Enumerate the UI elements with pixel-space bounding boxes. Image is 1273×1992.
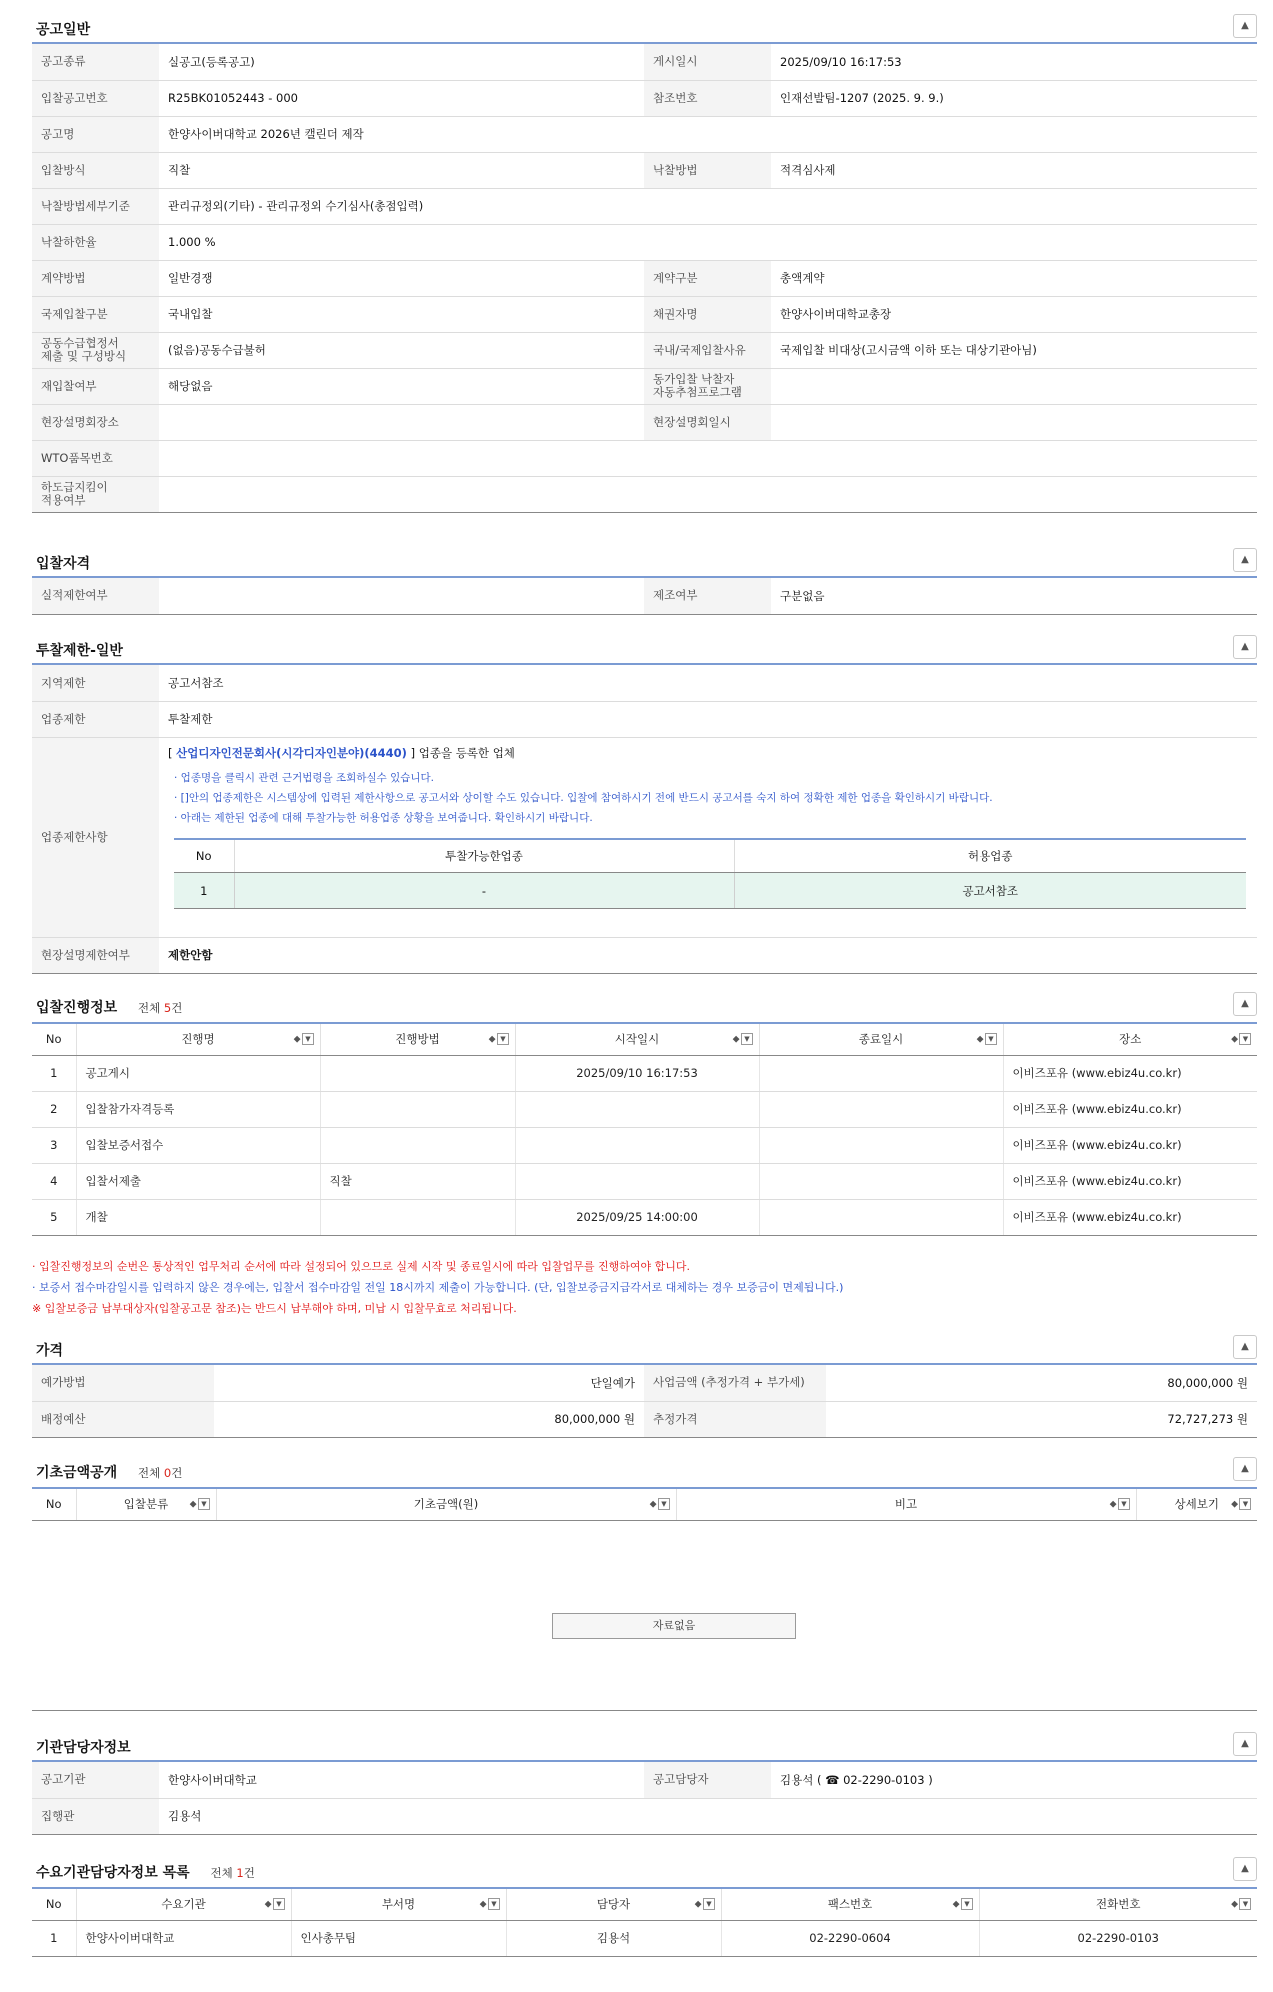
table-row: [174, 873, 1246, 909]
chevron-up-icon[interactable]: ▲: [1233, 1457, 1257, 1481]
sort-icon[interactable]: ◆ ▼: [977, 1033, 997, 1045]
table-row: [32, 578, 1257, 614]
demand-section: [32, 1857, 1257, 1957]
field-label: 계약구분: [644, 260, 771, 296]
field-value: 김용석 ( ☎ 02-2290-0103 ): [771, 1762, 1257, 1798]
note-item: ※ 입찰보증금 납부대상자(입찰공고문 참조)는 반드시 납부해야 하며, 미납 시 입찰무효로 처리됩니다.: [32, 1302, 517, 1315]
table-row: [32, 368, 1257, 404]
table-row: [32, 188, 1257, 224]
table-cell: 한양사이버대학교: [76, 1920, 291, 1956]
column-header[interactable]: 담당자 ◆ ▼: [506, 1888, 721, 1920]
column-header: No: [32, 1488, 76, 1520]
table-row: [32, 476, 1257, 512]
column-header[interactable]: 부서명 ◆ ▼: [291, 1888, 506, 1920]
contact-table: [32, 1762, 1257, 1835]
table-row: [32, 1365, 1257, 1401]
column-header[interactable]: 진행명 ◆ ▼: [76, 1023, 320, 1055]
field-label: 공고기관: [32, 1762, 159, 1798]
field-label: 지역제한: [32, 665, 159, 701]
section-title: 공고일반: [36, 22, 91, 38]
section-title: 기초금액공개: [36, 1465, 118, 1481]
field-label: 낙찰방법세부기준: [32, 188, 159, 224]
table-cell: [759, 1055, 1003, 1091]
table-row: [32, 260, 1257, 296]
field-value: 해당없음: [159, 368, 644, 404]
table-cell: [320, 1091, 515, 1127]
table-row: [32, 404, 1257, 440]
table-cell: [759, 1199, 1003, 1235]
table-cell: [320, 1199, 515, 1235]
count-label: 전체 0건: [138, 1466, 183, 1480]
sort-icon[interactable]: ◆ ▼: [953, 1898, 973, 1910]
field-label: 국내/국제입찰사유: [644, 332, 771, 368]
field-label: 하도급지킴이 적용여부: [32, 476, 159, 512]
column-header[interactable]: 장소 ◆ ▼: [1003, 1023, 1257, 1055]
field-value: R25BK01052443 - 000: [159, 80, 644, 116]
table-cell: 이비즈포유 (www.ebiz4u.co.kr): [1003, 1091, 1257, 1127]
note-item: · 입찰진행정보의 순번은 통상적인 업무처리 순서에 따라 설정되어 있으므로 실제 시작 및 종료일시에 따라 입찰업무를 진행하여야 합니다.: [32, 1260, 690, 1273]
table-cell: 공고게시: [76, 1055, 320, 1091]
table-cell: 공고서참조: [734, 873, 1246, 909]
sort-icon[interactable]: ◆ ▼: [480, 1898, 500, 1910]
demand-table: [32, 1887, 1257, 1957]
progress-section: [32, 992, 1257, 1236]
field-value: [159, 578, 644, 614]
chevron-up-icon[interactable]: ▲: [1233, 14, 1257, 38]
industry-suffix: ] 업종을 등록한 업체: [410, 745, 515, 760]
table-cell: [759, 1091, 1003, 1127]
table-row: [32, 1920, 1257, 1956]
restriction-table: [32, 665, 1257, 974]
table-cell: [320, 1127, 515, 1163]
field-label: 현장설명회일시: [644, 404, 771, 440]
column-header[interactable]: 입찰분류 ◆ ▼: [76, 1488, 216, 1520]
field-value: [771, 404, 1257, 440]
field-label: 공고종류: [32, 44, 159, 80]
general-header: [32, 14, 1257, 44]
field-label: 계약방법: [32, 260, 159, 296]
table-row: [32, 80, 1257, 116]
field-label: 공고명: [32, 116, 159, 152]
table-cell: 개찰: [76, 1199, 320, 1235]
field-label: 현장설명제한여부: [32, 937, 159, 973]
column-header: 허용업종: [734, 839, 1246, 873]
table-cell: 3: [32, 1127, 76, 1163]
section-title: 입찰자격: [36, 556, 91, 572]
field-value: 80,000,000 원: [214, 1401, 644, 1437]
table-cell: 입찰참가자격등록: [76, 1091, 320, 1127]
table-cell: 직찰: [320, 1163, 515, 1199]
table-cell: 이비즈포유 (www.ebiz4u.co.kr): [1003, 1199, 1257, 1235]
chevron-up-icon[interactable]: ▲: [1233, 548, 1257, 572]
table-cell: [515, 1091, 759, 1127]
field-label: 공고담당자: [644, 1762, 771, 1798]
qualification-section: [32, 548, 1257, 615]
table-row: [32, 224, 1257, 260]
field-value: [771, 368, 1257, 404]
table-row: [32, 1127, 1257, 1163]
progress-header: [32, 992, 1257, 1022]
sort-icon[interactable]: ◆ ▼: [650, 1498, 670, 1510]
field-value: 투찰제한: [159, 701, 1257, 737]
progress-table: [32, 1022, 1257, 1236]
table-cell: 2025/09/25 14:00:00: [515, 1199, 759, 1235]
column-header[interactable]: 기초금액(원) ◆ ▼: [216, 1488, 676, 1520]
table-cell: 입찰보증서접수: [76, 1127, 320, 1163]
field-value: 72,727,273 원: [826, 1401, 1257, 1437]
table-row: [32, 440, 1257, 476]
chevron-up-icon[interactable]: ▲: [1233, 1732, 1257, 1756]
table-cell: 이비즈포유 (www.ebiz4u.co.kr): [1003, 1163, 1257, 1199]
field-value: 적격심사제: [771, 152, 1257, 188]
section-title: 가격: [36, 1343, 64, 1359]
chevron-up-icon[interactable]: ▲: [1233, 1857, 1257, 1881]
table-row: [32, 1762, 1257, 1798]
table-cell: -: [234, 873, 734, 909]
table-cell: 1: [174, 873, 234, 909]
sort-icon[interactable]: ◆ ▼: [1110, 1498, 1130, 1510]
section-title: 투찰제한-일반: [36, 643, 123, 659]
field-value: 80,000,000 원: [826, 1365, 1257, 1401]
field-label: 배정예산: [32, 1401, 214, 1437]
table-cell: 4: [32, 1163, 76, 1199]
note-item: · 업종명을 클릭시 관련 근거법령을 조회하실수 있습니다.: [174, 771, 434, 784]
column-header[interactable]: 비고 ◆ ▼: [676, 1488, 1136, 1520]
column-header[interactable]: 종료일시 ◆ ▼: [759, 1023, 1003, 1055]
sort-icon[interactable]: ◆ ▼: [1231, 1898, 1251, 1910]
field-value: 1.000 %: [159, 224, 1257, 260]
field-value: [159, 440, 1257, 476]
bracket-open: [: [168, 745, 173, 760]
general-section: [32, 14, 1257, 513]
table-row: [32, 737, 1257, 937]
field-label: 사업금액 (추정가격 + 부가세): [644, 1365, 826, 1401]
sort-icon[interactable]: ◆ ▼: [1231, 1498, 1251, 1510]
industry-restriction-detail: [159, 737, 1257, 937]
price-header: [32, 1335, 1257, 1365]
price-table: [32, 1365, 1257, 1438]
field-value: 국제입찰 비대상(고시금액 이하 또는 대상기관아님): [771, 332, 1257, 368]
column-header[interactable]: 시작일시 ◆ ▼: [515, 1023, 759, 1055]
sort-icon[interactable]: ◆ ▼: [733, 1033, 753, 1045]
sort-icon[interactable]: ◆ ▼: [489, 1033, 509, 1045]
field-label: 업종제한: [32, 701, 159, 737]
table-cell: 인사총무팀: [291, 1920, 506, 1956]
restriction-notes: [168, 768, 1248, 828]
field-label: 제조여부: [644, 578, 771, 614]
field-label: 추정가격: [644, 1401, 826, 1437]
count-label: 전체 1건: [210, 1866, 255, 1880]
no-data-box: 자료없음: [552, 1613, 796, 1639]
field-label: WTO품목번호: [32, 440, 159, 476]
industry-link[interactable]: 산업디자인전문회사(시각디자인분야)(4440): [176, 745, 407, 760]
column-header: No: [174, 839, 234, 873]
table-cell: 김용석: [506, 1920, 721, 1956]
chevron-up-icon[interactable]: ▲: [1233, 992, 1257, 1016]
chevron-up-icon[interactable]: ▲: [1233, 635, 1257, 659]
field-value: 단일예가: [214, 1365, 644, 1401]
field-value: 국내입찰: [159, 296, 644, 332]
field-value: 제한안함: [159, 937, 1257, 973]
sort-icon[interactable]: ◆ ▼: [695, 1898, 715, 1910]
base-price-header: [32, 1457, 1257, 1487]
table-row: [32, 701, 1257, 737]
section-title: 기관담당자정보: [36, 1740, 131, 1756]
chevron-up-icon[interactable]: ▲: [1233, 1335, 1257, 1359]
count-label: 전체 5건: [138, 1001, 183, 1015]
table-row: [32, 152, 1257, 188]
restriction-section: [32, 635, 1257, 974]
table-row: [32, 1798, 1257, 1834]
table-cell: 1: [32, 1055, 76, 1091]
field-value: 직찰: [159, 152, 644, 188]
note-item: · 보증서 접수마감일시를 입력하지 않은 경우에는, 입찰서 접수마감일 전일 18시까지 제출이 가능합니다. (단, 입찰보증금지급각서로 대체하는 경우 보증금이 면제됩니다.): [32, 1281, 844, 1294]
column-header: No: [32, 1888, 76, 1920]
table-cell: 이비즈포유 (www.ebiz4u.co.kr): [1003, 1127, 1257, 1163]
contact-header: [32, 1732, 1257, 1762]
column-header[interactable]: 팩스번호 ◆ ▼: [721, 1888, 979, 1920]
field-label: 업종제한사항: [32, 737, 159, 937]
contact-section: [32, 1732, 1257, 1835]
field-label: 낙찰방법: [644, 152, 771, 188]
qualification-header: [32, 548, 1257, 578]
field-value: 2025/09/10 16:17:53: [771, 44, 1257, 80]
field-value: 관리규정외(기타) - 관리규정외 수기심사(총점입력): [159, 188, 1257, 224]
field-label: 공동수급협정서 제출 및 구성방식: [32, 332, 159, 368]
table-row: [32, 1401, 1257, 1437]
section-title: 입찰진행정보: [36, 1000, 118, 1016]
note-item: · 아래는 제한된 업종에 대해 투찰가능한 허용업종 상황을 보여줍니다. 확인하시기 바랍니다.: [174, 811, 593, 824]
field-label: 실적제한여부: [32, 578, 159, 614]
table-cell: 02-2290-0604: [721, 1920, 979, 1956]
field-value: 공고서참조: [159, 665, 1257, 701]
field-label: 낙찰하한율: [32, 224, 159, 260]
empty-area: [32, 1521, 1257, 1711]
field-value: 인재선발팀-1207 (2025. 9. 9.): [771, 80, 1257, 116]
table-row: [32, 1091, 1257, 1127]
restriction-header: [32, 635, 1257, 665]
table-row: [32, 1055, 1257, 1091]
table-cell: [759, 1127, 1003, 1163]
table-cell: [320, 1055, 515, 1091]
table-row: [32, 1199, 1257, 1235]
sort-icon[interactable]: ◆ ▼: [265, 1898, 285, 1910]
table-cell: [759, 1163, 1003, 1199]
field-label: 현장설명회장소: [32, 404, 159, 440]
field-label: 재입찰여부: [32, 368, 159, 404]
table-row: [32, 296, 1257, 332]
section-title: 수요기관담당자정보 목록: [36, 1865, 190, 1881]
column-header: No: [32, 1023, 76, 1055]
field-value: 구분없음: [771, 578, 1257, 614]
field-value: [159, 404, 644, 440]
field-label: 예가방법: [32, 1365, 214, 1401]
field-value: 한양사이버대학교총장: [771, 296, 1257, 332]
field-value: [159, 476, 1257, 512]
table-row: [32, 937, 1257, 973]
table-cell: 1: [32, 1920, 76, 1956]
field-label: 동가입찰 낙찰자 자동추첨프로그램: [644, 368, 771, 404]
field-value: 일반경쟁: [159, 260, 644, 296]
field-label: 국제입찰구분: [32, 296, 159, 332]
field-value: 한양사이버대학교: [159, 1762, 644, 1798]
field-label: 채권자명: [644, 296, 771, 332]
qualification-table: [32, 578, 1257, 615]
table-row: [32, 332, 1257, 368]
base-price-table: [32, 1487, 1257, 1521]
sort-icon[interactable]: ◆ ▼: [190, 1498, 210, 1510]
demand-header: [32, 1857, 1257, 1887]
field-value: 한양사이버대학교 2026년 캘린더 제작: [159, 116, 1257, 152]
allowed-industry-table: [174, 838, 1246, 910]
table-row: [32, 116, 1257, 152]
table-cell: 02-2290-0103: [979, 1920, 1257, 1956]
table-row: [32, 1163, 1257, 1199]
field-label: 집행관: [32, 1798, 159, 1834]
field-value: 실공고(등록공고): [159, 44, 644, 80]
table-row: [32, 44, 1257, 80]
general-table: [32, 44, 1257, 513]
progress-notes: [32, 1256, 843, 1319]
field-value: (없음)공동수급불허: [159, 332, 644, 368]
table-cell: 2: [32, 1091, 76, 1127]
field-label: 게시일시: [644, 44, 771, 80]
table-cell: [515, 1163, 759, 1199]
table-cell: 2025/09/10 16:17:53: [515, 1055, 759, 1091]
base-price-section: [32, 1457, 1257, 1711]
column-header[interactable]: 상세보기 ◆ ▼: [1136, 1488, 1257, 1520]
table-cell: 이비즈포유 (www.ebiz4u.co.kr): [1003, 1055, 1257, 1091]
field-label: 입찰방식: [32, 152, 159, 188]
field-label: 참조번호: [644, 80, 771, 116]
field-value: 총액계약: [771, 260, 1257, 296]
sort-icon[interactable]: ◆ ▼: [1231, 1033, 1251, 1045]
sort-icon[interactable]: ◆ ▼: [294, 1033, 314, 1045]
table-row: [32, 665, 1257, 701]
column-header: 투찰가능한업종: [234, 839, 734, 873]
column-header[interactable]: 진행방법 ◆ ▼: [320, 1023, 515, 1055]
price-section: [32, 1335, 1257, 1438]
table-cell: 입찰서제출: [76, 1163, 320, 1199]
field-value: 김용석: [159, 1798, 1257, 1834]
note-item: · []안의 업종제한은 시스템상에 입력된 제한사항으로 공고서와 상이할 수도 있습니다. 입찰에 참여하시기 전에 반드시 공고서를 숙지 하여 정확한 제한 업종을 확인하시기 바랍니다.: [174, 791, 993, 804]
column-header[interactable]: 수요기관 ◆ ▼: [76, 1888, 291, 1920]
table-cell: 5: [32, 1199, 76, 1235]
table-cell: [515, 1127, 759, 1163]
field-label: 입찰공고번호: [32, 80, 159, 116]
column-header[interactable]: 전화번호 ◆ ▼: [979, 1888, 1257, 1920]
